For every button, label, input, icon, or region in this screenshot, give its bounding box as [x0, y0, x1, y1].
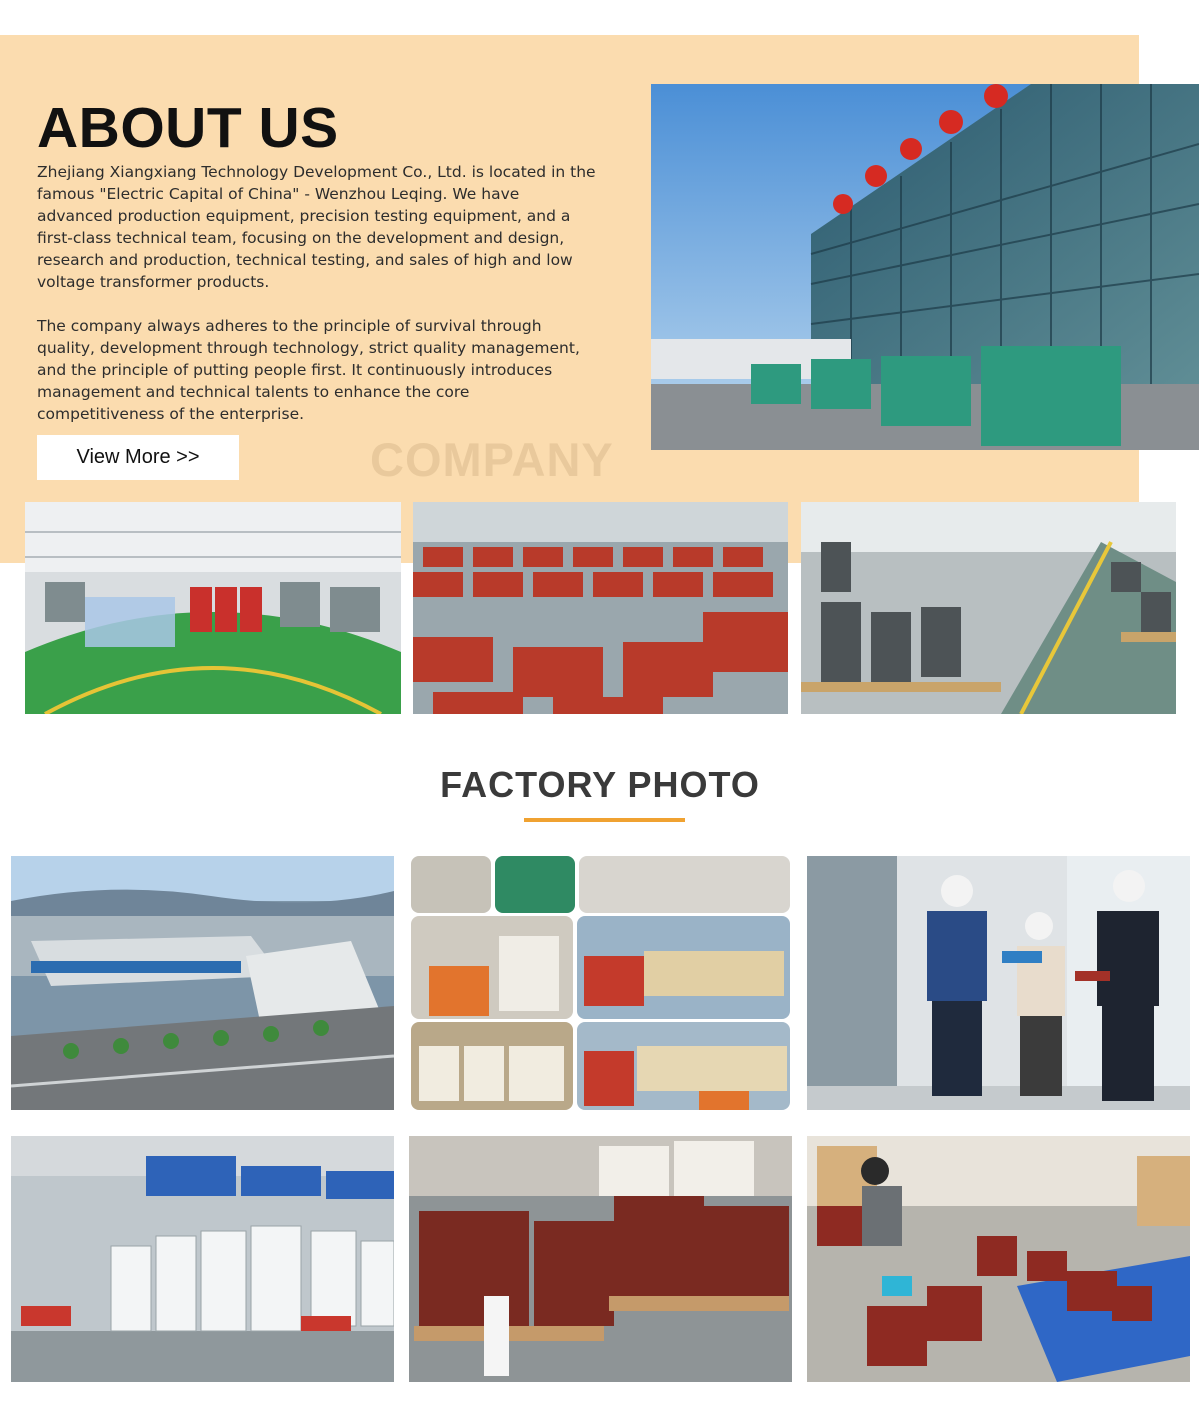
- factory-product-pallet-photo: [409, 1136, 792, 1382]
- about-paragraph-2: The company always adheres to the principle of survival through quality, development through technology, strict quality management, and the principle of putting people first. It continuously introduces management and technical talents to enhance the core competitiveness of the enterprise.: [37, 317, 580, 423]
- factory-shipping-collage: [409, 856, 792, 1110]
- about-description: [37, 161, 599, 447]
- factory-switchgear-hall-photo: [11, 1136, 394, 1382]
- factory-aerial-photo: [11, 856, 394, 1110]
- workshop-photo-insulators: [413, 502, 788, 714]
- workshop-photo-transformers: [25, 502, 401, 714]
- workshop-photo-switchgear-line: [801, 502, 1176, 714]
- company-watermark: COMPANY: [370, 433, 614, 486]
- company-building-photo: [651, 84, 1199, 450]
- factory-inspection-photo: [807, 856, 1190, 1110]
- factory-photo-title: FACTORY PHOTO: [440, 764, 760, 805]
- title-underline-accent: [524, 818, 685, 822]
- factory-warehouse-worker-photo: [807, 1136, 1190, 1382]
- about-title: ABOUT US: [37, 96, 339, 160]
- about-paragraph-1: Zhejiang Xiangxiang Technology Development Co., Ltd. is located in the famous "Electric Capital of China" - Wenzhou Leqing. We have advanced production equipment, precision testing equipment, and a first-class technical team, focusing on the development and design, research and production, technical testing, and sales of high and low voltage transformer products.: [37, 163, 596, 291]
- view-more-button[interactable]: View More >>: [37, 435, 239, 480]
